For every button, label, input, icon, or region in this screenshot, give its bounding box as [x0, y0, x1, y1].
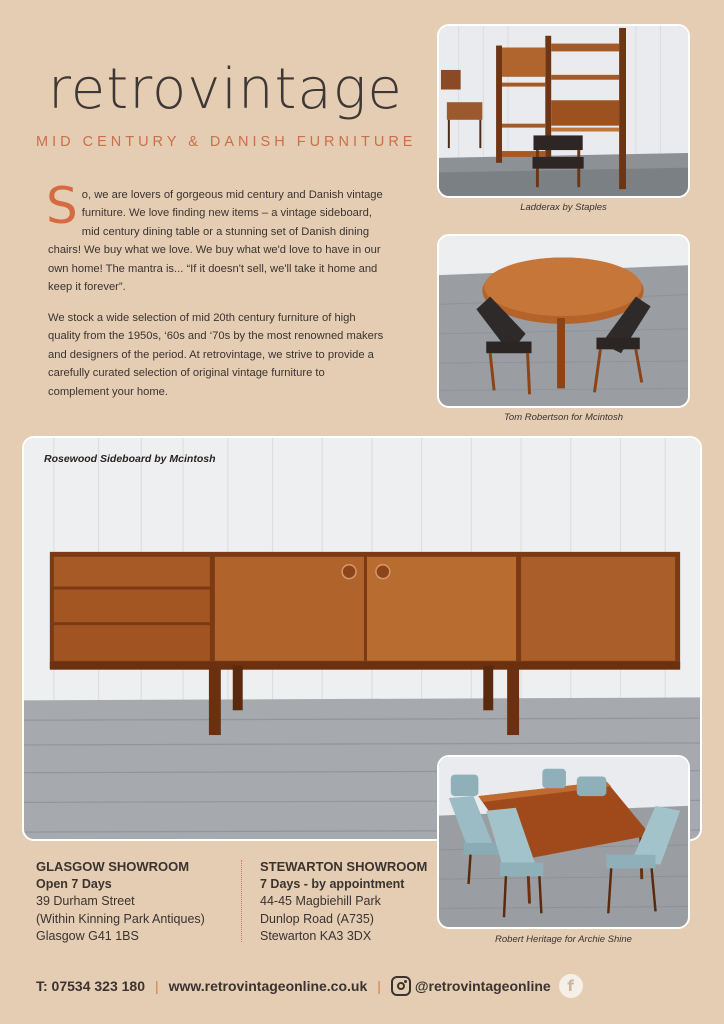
heritage-caption: Robert Heritage for Archie Shine	[495, 934, 632, 945]
heritage-photo	[437, 755, 690, 929]
stewarton-address-line-3: Stewarton KA3 3DX	[260, 929, 372, 943]
intro-paragraph-1	[46, 177, 388, 297]
showroom-divider	[241, 860, 242, 942]
brand-subtitle: MID CENTURY & DANISH FURNITURE	[36, 134, 417, 150]
stewarton-showroom	[260, 858, 427, 946]
footer-separator: |	[377, 978, 381, 994]
glasgow-address-line-3: Glasgow G41 1BS	[36, 929, 139, 943]
glasgow-showroom	[36, 858, 205, 946]
robertson-caption: Tom Robertson for Mcintosh	[504, 412, 623, 423]
glasgow-address-line-1: 39 Durham Street	[36, 894, 135, 908]
sideboard-caption: Rosewood Sideboard by Mcintosh	[44, 453, 216, 465]
footer-separator: |	[154, 978, 159, 994]
glasgow-address-line-2: (Within Kinning Park Antiques)	[36, 911, 205, 926]
intro-text	[46, 177, 388, 413]
facebook-icon[interactable]: f	[559, 974, 583, 998]
dropcap-letter: S	[46, 177, 78, 235]
phone-number[interactable]: T: 07534 323 180	[36, 978, 145, 994]
intro-paragraph-2: We stock a wide selection of mid 20th century furniture of high quality from the 1950s, ‘60s and ‘70s by the most renowned makers and designers of the period. At retrovintage, we strive to provide a carefully curated selection of original vintage furniture to complement your home.	[48, 311, 384, 398]
brand-title: retrovintage	[48, 57, 403, 122]
glasgow-heading: GLASGOW SHOWROOM	[36, 859, 190, 874]
robertson-photo	[437, 234, 690, 408]
glasgow-hours: Open 7 Days	[36, 876, 112, 891]
instagram-icon[interactable]	[391, 976, 411, 996]
stewarton-hours: 7 Days - by appointment	[260, 876, 405, 891]
ladderax-photo	[437, 24, 690, 198]
website-link[interactable]: www.retrovintageonline.co.uk	[168, 978, 368, 994]
stewarton-address-line-2: Dunlop Road (A735)	[260, 911, 374, 926]
instagram-handle[interactable]: @retrovintageonline	[414, 978, 551, 994]
footer-contact	[36, 972, 716, 1000]
stewarton-address-line-1: 44-45 Magbiehill Park	[260, 894, 381, 908]
stewarton-heading: STEWARTON SHOWROOM	[260, 859, 428, 874]
brand-block	[36, 57, 417, 150]
ladderax-caption: Ladderax by Staples	[520, 202, 607, 213]
intro-paragraph-1-text: o, we are lovers of gorgeous mid century and Danish vintage furniture. We love finding new items – a vintage sideboard, mid century dining table or a stunning set of Danish dining chairs! We buy what we love. We buy what we'd love to have in our own home! The mantra is... “If it doesn't sell, we'll take it home and keep it forever”.	[48, 189, 383, 294]
